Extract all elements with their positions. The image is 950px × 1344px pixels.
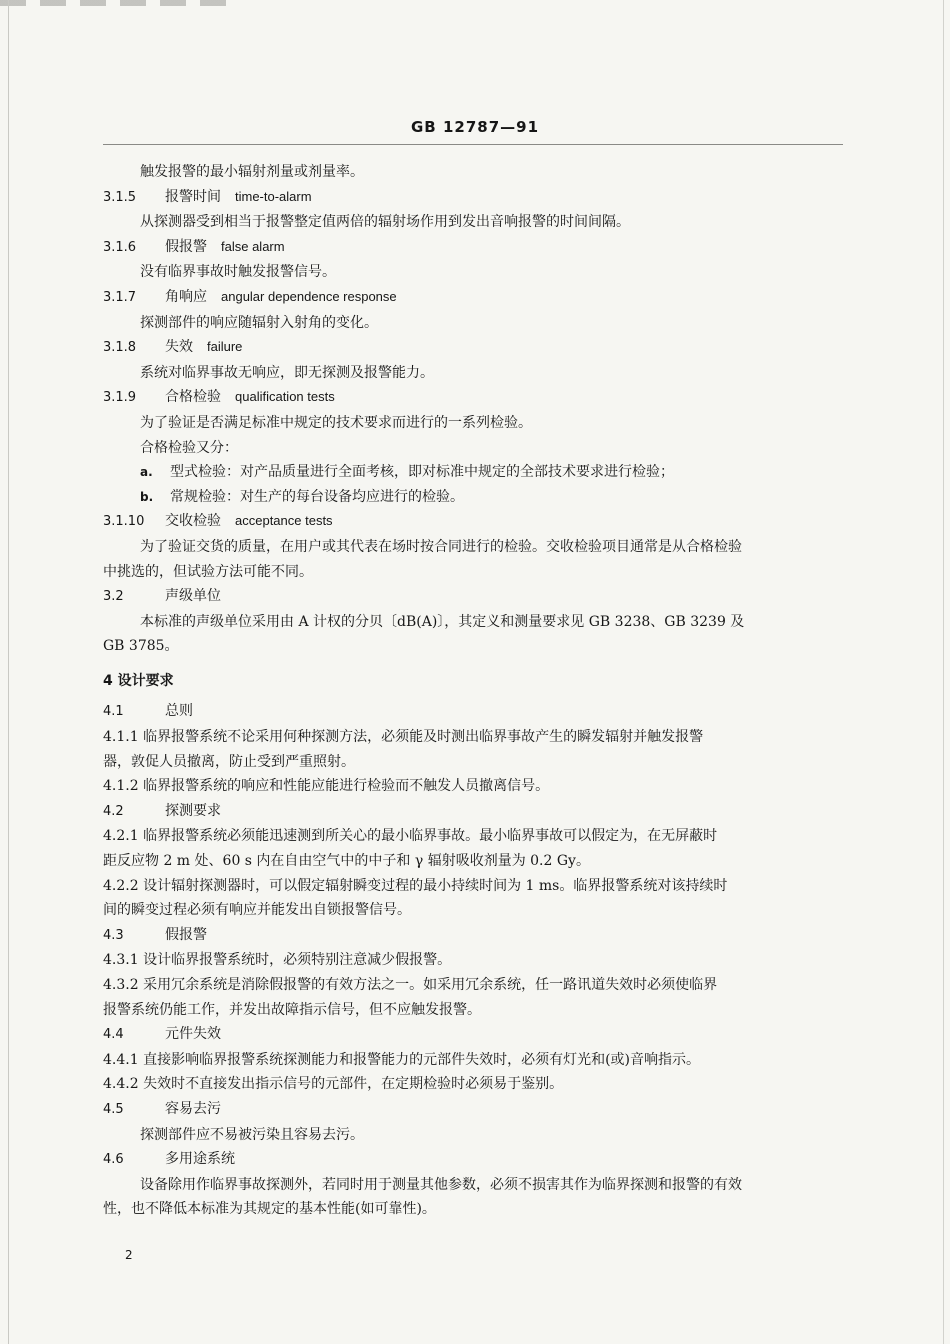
clause-number: 3.1.8 <box>103 340 137 356</box>
section-title: 容易去污 <box>165 1100 221 1117</box>
section-4-heading: 4 设计要求 <box>103 672 174 689</box>
section-4-6 <box>103 1147 843 1173</box>
term-en: time-to-alarm <box>235 188 312 204</box>
term-3-1-6 <box>103 235 843 261</box>
standard-header: GB 12787—91 <box>410 118 540 136</box>
list-item-b <box>103 485 843 510</box>
clause-number: 3.1.7 <box>103 289 137 305</box>
text-line: 设备除用作临界事故探测外，若同时用于测量其他参数，必须不损害其作为临界探测和报警的有效 <box>140 1176 742 1193</box>
text-line: 为了验证是否满足标准中规定的技术要求而进行的一系列检验。 <box>140 414 532 431</box>
section-4-4 <box>103 1022 843 1048</box>
text-line: 4.3.2 采用冗余系统是消除假报警的有效方法之一。如采用冗余系统，任一路讯道失效时必须使临界 <box>103 977 718 993</box>
term-3-1-8 <box>103 335 843 361</box>
clause-number: 3.1.10 <box>103 514 145 530</box>
term-3-1-9 <box>103 385 843 411</box>
scan-artifact <box>0 0 230 6</box>
section-4-2 <box>103 799 843 825</box>
text-line: 4.4.1 直接影响临界报警系统探测能力和报警能力的元部件失效时，必须有灯光和(或)音响指示。 <box>103 1051 700 1068</box>
term-cn: 角响应 <box>165 288 207 305</box>
left-margin-line <box>8 0 9 1344</box>
term-cn: 交收检验 <box>165 513 221 530</box>
term-en: angular dependence response <box>221 288 397 304</box>
term-3-1-7 <box>103 285 843 311</box>
list-text: 常规检验：对生产的每台设备均应进行的检验。 <box>170 488 464 505</box>
term-cn: 失效 <box>165 339 193 356</box>
list-marker: b. <box>140 489 154 504</box>
clause-number: 4.4 <box>103 1027 124 1043</box>
text-line: 4.2.2 设计辐射探测器时，可以假定辐射瞬变过程的最小持续时间为 1 ms。临界报警系统对该持续时 <box>103 877 728 894</box>
section-title: 总则 <box>165 703 193 720</box>
text-line: 探测部件应不易被污染且容易去污。 <box>140 1126 364 1143</box>
list-item-a <box>103 460 843 485</box>
section-title: 声级单位 <box>165 588 221 605</box>
text-line: 合格检验又分： <box>140 439 238 456</box>
text-line: 4.1.1 临界报警系统不论采用何种探测方法，必须能及时测出临界事故产生的瞬发辐射并触发报警 <box>103 729 704 746</box>
section-4-5 <box>103 1097 843 1123</box>
section-3-2 <box>103 584 843 610</box>
section-title: 元件失效 <box>165 1026 221 1043</box>
text-line: 报警系统仍能工作，并发出故障指示信号，但不应触发报警。 <box>103 1001 481 1018</box>
text-line: 探测部件的响应随辐射入射角的变化。 <box>140 314 378 331</box>
text-line: 为了验证交货的质量，在用户或其代表在场时按合同进行的检验。交收检验项目通常是从合格检验 <box>140 538 742 555</box>
header-divider <box>103 144 843 145</box>
list-marker: a. <box>140 465 153 480</box>
text-line: 距反应物 2 m 处、60 s 内在自由空气中的中子和 γ 辐射吸收剂量为 0.2 Gy。 <box>103 853 590 870</box>
term-en: qualification tests <box>235 389 335 405</box>
section-title: 假报警 <box>165 926 207 943</box>
text-line: 器，敦促人员撤离，防止受到严重照射。 <box>103 753 355 770</box>
text-line: 性，也不降低本标准为其规定的基本性能(如可靠性)。 <box>103 1201 436 1218</box>
text-line: 从探测器受到相当于报警整定值两倍的辐射场作用到发出音响报警的时间间隔。 <box>140 214 630 231</box>
clause-number: 4.5 <box>103 1101 124 1117</box>
text-line: 4.4.2 失效时不直接发出指示信号的元部件，在定期检验时必须易于鉴别。 <box>103 1076 564 1093</box>
term-en: false alarm <box>221 238 285 254</box>
text-line: 4.3.1 设计临界报警系统时，必须特别注意减少假报警。 <box>103 952 452 969</box>
document-body <box>103 160 843 1222</box>
text-line: 间的瞬变过程必须有响应并能发出自锁报警信号。 <box>103 902 411 919</box>
page-number: 2 <box>125 1248 133 1262</box>
text-line: 本标准的声级单位采用由 A 计权的分贝〔dB(A)〕，其定义和测量要求见 GB 3238、GB 3239 及 <box>140 613 745 630</box>
clause-number: 3.1.5 <box>103 189 137 205</box>
section-4-1 <box>103 699 843 725</box>
text-line: 没有临界事故时触发报警信号。 <box>140 264 336 281</box>
term-3-1-5 <box>103 185 843 211</box>
list-text: 型式检验：对产品质量进行全面考核，即对标准中规定的全部技术要求进行检验； <box>170 464 674 481</box>
section-4-3 <box>103 923 843 949</box>
term-cn: 假报警 <box>165 238 207 255</box>
text-line: 系统对临界事故无响应，即无探测及报警能力。 <box>140 364 434 381</box>
clause-number: 4.3 <box>103 927 124 943</box>
right-margin-line <box>943 0 944 1344</box>
clause-number: 4.6 <box>103 1152 124 1168</box>
term-en: failure <box>207 339 243 355</box>
text-line: 触发报警的最小辐射剂量或剂量率。 <box>140 164 364 180</box>
text-line: GB 3785。 <box>103 638 179 655</box>
term-cn: 报警时间 <box>165 188 221 205</box>
term-cn: 合格检验 <box>165 389 221 406</box>
section-title: 探测要求 <box>165 802 221 819</box>
term-en: acceptance tests <box>235 513 333 529</box>
clause-number: 3.1.6 <box>103 239 137 255</box>
section-title: 多用途系统 <box>165 1151 235 1168</box>
clause-number: 4.2 <box>103 803 124 819</box>
text-line: 4.1.2 临界报警系统的响应和性能应能进行检验而不触发人员撤离信号。 <box>103 778 550 795</box>
text-line: 中挑选的，但试验方法可能不同。 <box>103 563 313 580</box>
clause-number: 3.1.9 <box>103 390 137 406</box>
clause-number: 4.1 <box>103 704 124 720</box>
text-line: 4.2.1 临界报警系统必须能迅速测到所关心的最小临界事故。最小临界事故可以假定为，在无屏蔽时 <box>103 828 718 845</box>
clause-number: 3.2 <box>103 589 124 605</box>
term-3-1-10 <box>103 509 843 535</box>
